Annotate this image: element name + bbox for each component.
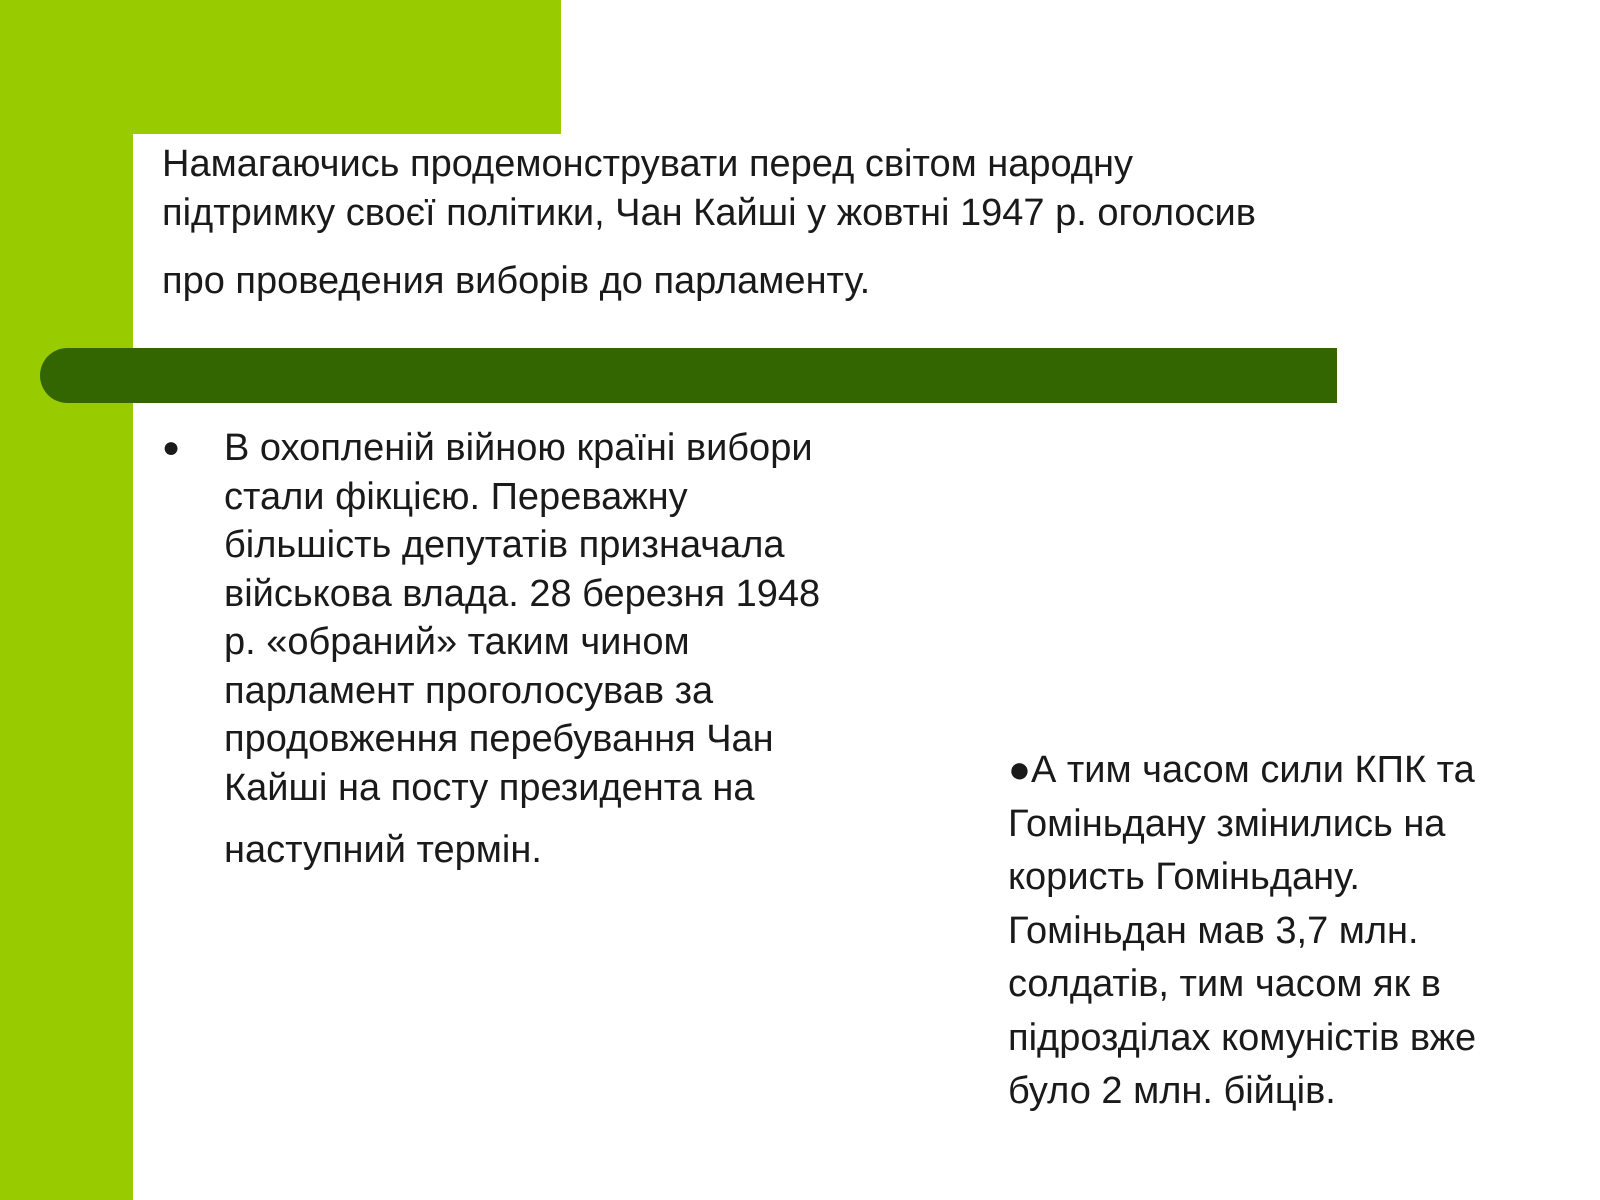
body-line: В охопленій війною країні вибори	[224, 427, 813, 469]
right-line: ●А тим часом сили КПК та	[1008, 749, 1475, 791]
title-divider-bar	[40, 348, 1337, 403]
body-line: наступний термін.	[224, 829, 542, 871]
slide-title	[162, 140, 1582, 306]
body-line: військова влада. 28 березня 1948	[224, 572, 821, 615]
bullet-dot-icon: ●	[162, 431, 181, 464]
body-line: парламент проголосував за	[224, 669, 714, 712]
right-text-block	[1008, 744, 1588, 1119]
body-line: стали фікцією. Переважну	[224, 475, 688, 518]
right-line: Гоміньдан мав 3,7 млн.	[1008, 909, 1419, 952]
right-line: Гоміньдану змінились на	[1008, 802, 1446, 845]
title-line: про проведения виборів до парламенту.	[162, 260, 871, 302]
green-top-band	[0, 0, 561, 134]
body-line: більшість депутатів призначала	[224, 524, 785, 566]
body-line: Кайші на посту президента на	[224, 766, 755, 809]
green-sidebar-band	[0, 0, 133, 1200]
body-line: р. «обраний» таким чином	[224, 621, 690, 663]
right-line: було 2 млн. бійців.	[1008, 1070, 1336, 1112]
right-line: користь Гоміньдану.	[1008, 856, 1360, 898]
right-line: солдатів, тим часом як в	[1008, 963, 1441, 1005]
bullet-item	[162, 424, 942, 875]
title-line: Намагаючись продемонструвати перед світом народну	[162, 143, 1133, 185]
body-line: продовження перебування Чан	[224, 718, 774, 760]
right-line: підрозділах комуністів вже	[1008, 1016, 1477, 1059]
left-bullet-list	[162, 424, 942, 875]
title-line: підтримку своєї політики, Чан Кайші у жовтні 1947 р. оголосив	[162, 192, 1256, 234]
